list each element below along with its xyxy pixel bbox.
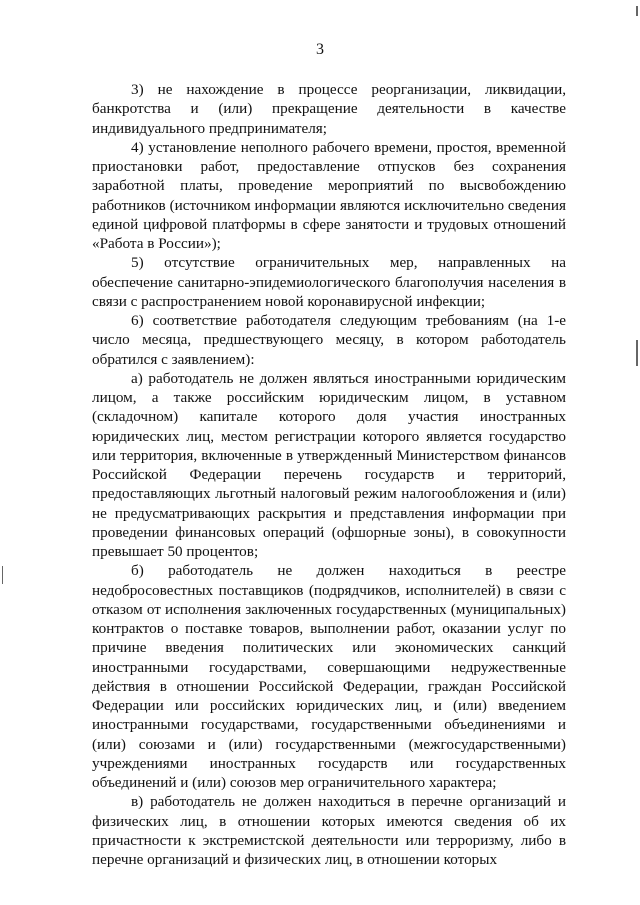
scan-edge-mark-top <box>636 6 638 16</box>
paragraph-5: 5) отсутствие ограничительных мер, направленных на обеспечение санитарно-эпидемиологического благополучия населения в связи с распространением новой коронавирусной инфекции; <box>92 254 566 310</box>
paragraph-6v: в) работодатель не должен находиться в перечне организаций и физических лиц, в отношении которых имеются сведения об их причастности к экстремистской деятельности или терроризму, либо в перечне организаций и физических лиц, в отношении которых <box>92 793 566 868</box>
scan-edge-mark-right <box>636 340 638 366</box>
paragraph-6: 6) соответствие работодателя следующим требованиям (на 1-е число месяца, предшествующего месяцу, в котором работодатель обратился с заявлением): <box>92 312 566 368</box>
scan-edge-mark-left <box>2 566 3 584</box>
document-body <box>92 80 566 869</box>
paragraph-3: 3) не нахождение в процессе реорганизации, ликвидации, банкротства и (или) прекращение деятельности в качестве индивидуального предпринимателя; <box>92 81 566 137</box>
paragraph-6a: а) работодатель не должен являться иностранными юридическим лицом, а также российским юридическим лицом, в уставном (складочном) капитале которого доля участия иностранных юридических лиц, местом регистрации которого является государство или территория, включенные в утвержденный Министерством финансов Российской Федерации перечень государств и территорий, предоставляющих льготный налоговый режим налогообложения и (или) не предусматривающих раскрытия и представления информации при проведении финансовых операций (офшорные зоны), в совокупности превышает 50 процентов; <box>92 369 566 560</box>
page-number: 3 <box>316 41 324 58</box>
paragraph-6b: б) работодатель не должен находиться в реестре недобросовестных поставщиков (подрядчиков, исполнителей) в связи с отказом от исполнения заключенных государственных (муниципальных) контрактов о поставке товаров, выполнении работ, оказании услуг по причине введения политических или экономических санкций иностранными государствами, совершающими недружественные действия в отношении Российской Федерации, граждан Российской Федерации или российских юридических лиц, и (или) введением иностранными государствами, государственными объединениями и (или) союзами и (или) государственными (межгосударственными) учреждениями иностранных государств или государственных объединений и (или) союзов мер ограничительного характера; <box>92 562 566 791</box>
paragraph-4: 4) установление неполного рабочего времени, простоя, временной приостановки работ, предоставление отпусков без сохранения заработной платы, проведение мероприятий по высвобождению работников (источником информации являются исключительно сведения единой цифровой платформы в сфере занятости и трудовых отношений «Работа в России»); <box>92 138 566 252</box>
